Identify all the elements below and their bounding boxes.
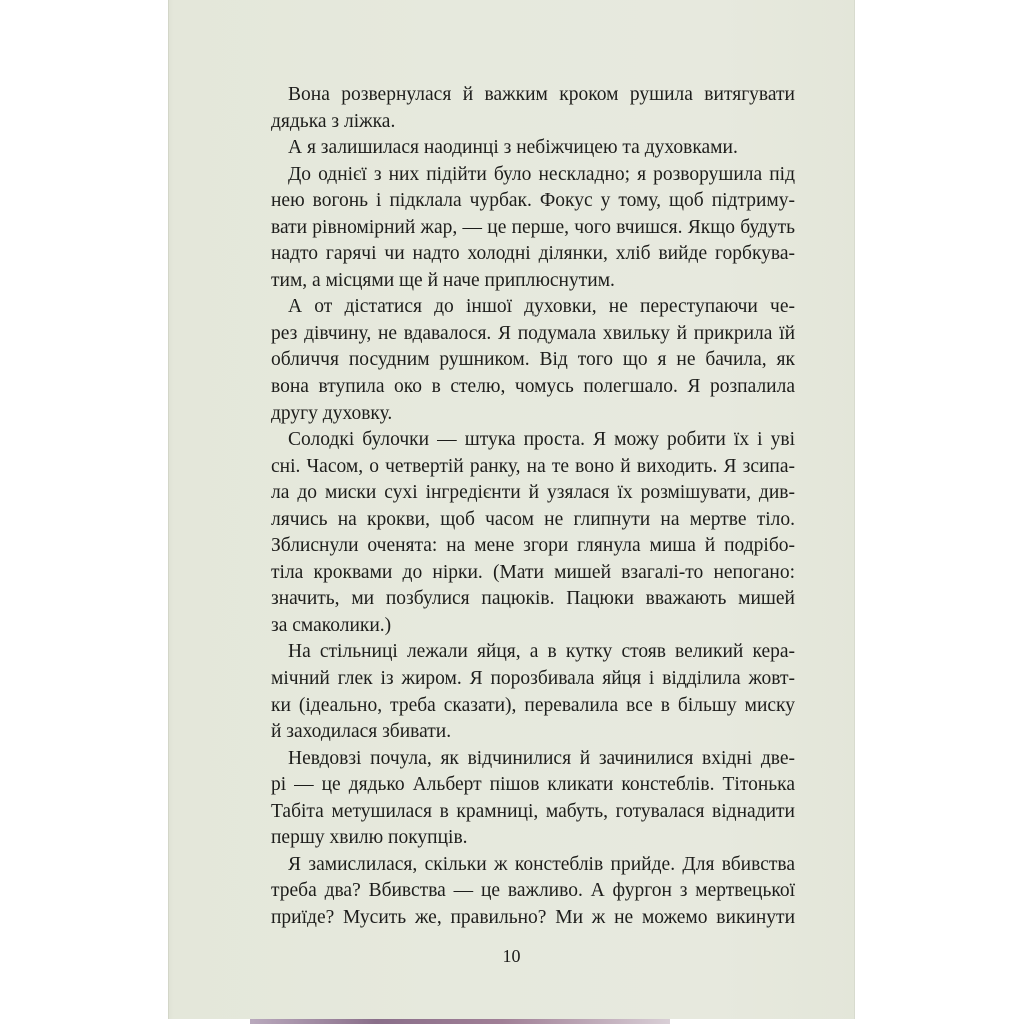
text-line: рі — це дядько Альберт пішов кликати констеблів. Тітонька (271, 774, 795, 796)
text-line: мічний глек із жиром. Я порозбивала яйця і відділила жовт- (271, 668, 795, 690)
text-line: значить, ми позбулися пацюків. Пацюки вважають мишей (271, 588, 795, 610)
text-line: за смаколики.) (271, 614, 392, 636)
text-line: вона втупила око в стелю, чомусь полегшало. Я розпалила (271, 376, 795, 398)
text-line: ла до миски сухі інгредієнти й узялася їх розмішувати, див- (271, 482, 795, 504)
text-line: першу хвилю покупців. (271, 827, 468, 849)
text-line: рез дівчину, не вдавалося. Я подумала хвильку й прикрила їй (271, 322, 795, 344)
text-line: вати рівномірний жар, — це перше, чого вчишся. Якщо будуть (271, 216, 795, 238)
text-line: приїде? Мусить же, правильно? Ми ж не можемо викинути (271, 906, 795, 928)
text-line: й заходилася збивати. (271, 721, 452, 743)
text-line: сні. Часом, о четвертій ранку, на те воно й виходить. Я зсипа- (271, 455, 795, 477)
text-line: треба два? Вбивства — це важливо. А фургон з мертвецької (271, 880, 795, 902)
text-line: Невдовзі почула, як відчинилися й зачинилися вхідні две- (288, 747, 795, 769)
text-line: Табіта метушилася в крамниці, мабуть, готувалася віднадити (271, 800, 795, 822)
text-line: ки (ідеально, треба сказати), перевалила все в більшу миску (271, 694, 795, 716)
page-footer (168, 0, 855, 1019)
text-line: А я залишилася наодинці з небіжчицею та духовками. (288, 137, 738, 159)
background-strip (250, 1019, 670, 1024)
text-line: лячись на крокви, щоб часом не глипнути на мертве тіло. (271, 508, 795, 530)
page-number: 10 (502, 946, 521, 966)
text-line: Зблиснули оченята: на мене згори глянула миша й подрібо- (271, 535, 795, 557)
text-line: дядька з ліжка. (271, 110, 396, 132)
text-line: другу духовку. (271, 402, 393, 424)
text-line: До однієї з них підійти було нескладно; я розворушила під (288, 163, 795, 185)
text-line: надто гарячі чи надто холодні ділянки, хліб вийде горбкува- (271, 243, 795, 265)
text-line: Солодкі булочки — штука проста. Я можу робити їх і уві (288, 429, 795, 451)
text-line: Я замислилася, скільки ж констеблів прийде. Для вбивства (288, 853, 795, 875)
text-line: Вона розвернулася й важким кроком рушила витягувати (288, 84, 795, 105)
text-line: обличчя посудним рушником. Від того що я не бачила, як (271, 349, 795, 371)
text-line: А от дістатися до іншої духовки, не переступаючи че- (288, 296, 795, 318)
text-line: тим, а місцями ще й наче приплюснутим. (271, 269, 615, 291)
text-line: тіла кроквами до нірки. (Мати мишей взагалі-то непогано: (271, 561, 795, 583)
text-line: На стільниці лежали яйця, а в кутку стояв великий кера- (288, 641, 795, 663)
text-line: нею вогонь і підклала чурбак. Фокус у тому, щоб підтриму- (271, 190, 795, 212)
